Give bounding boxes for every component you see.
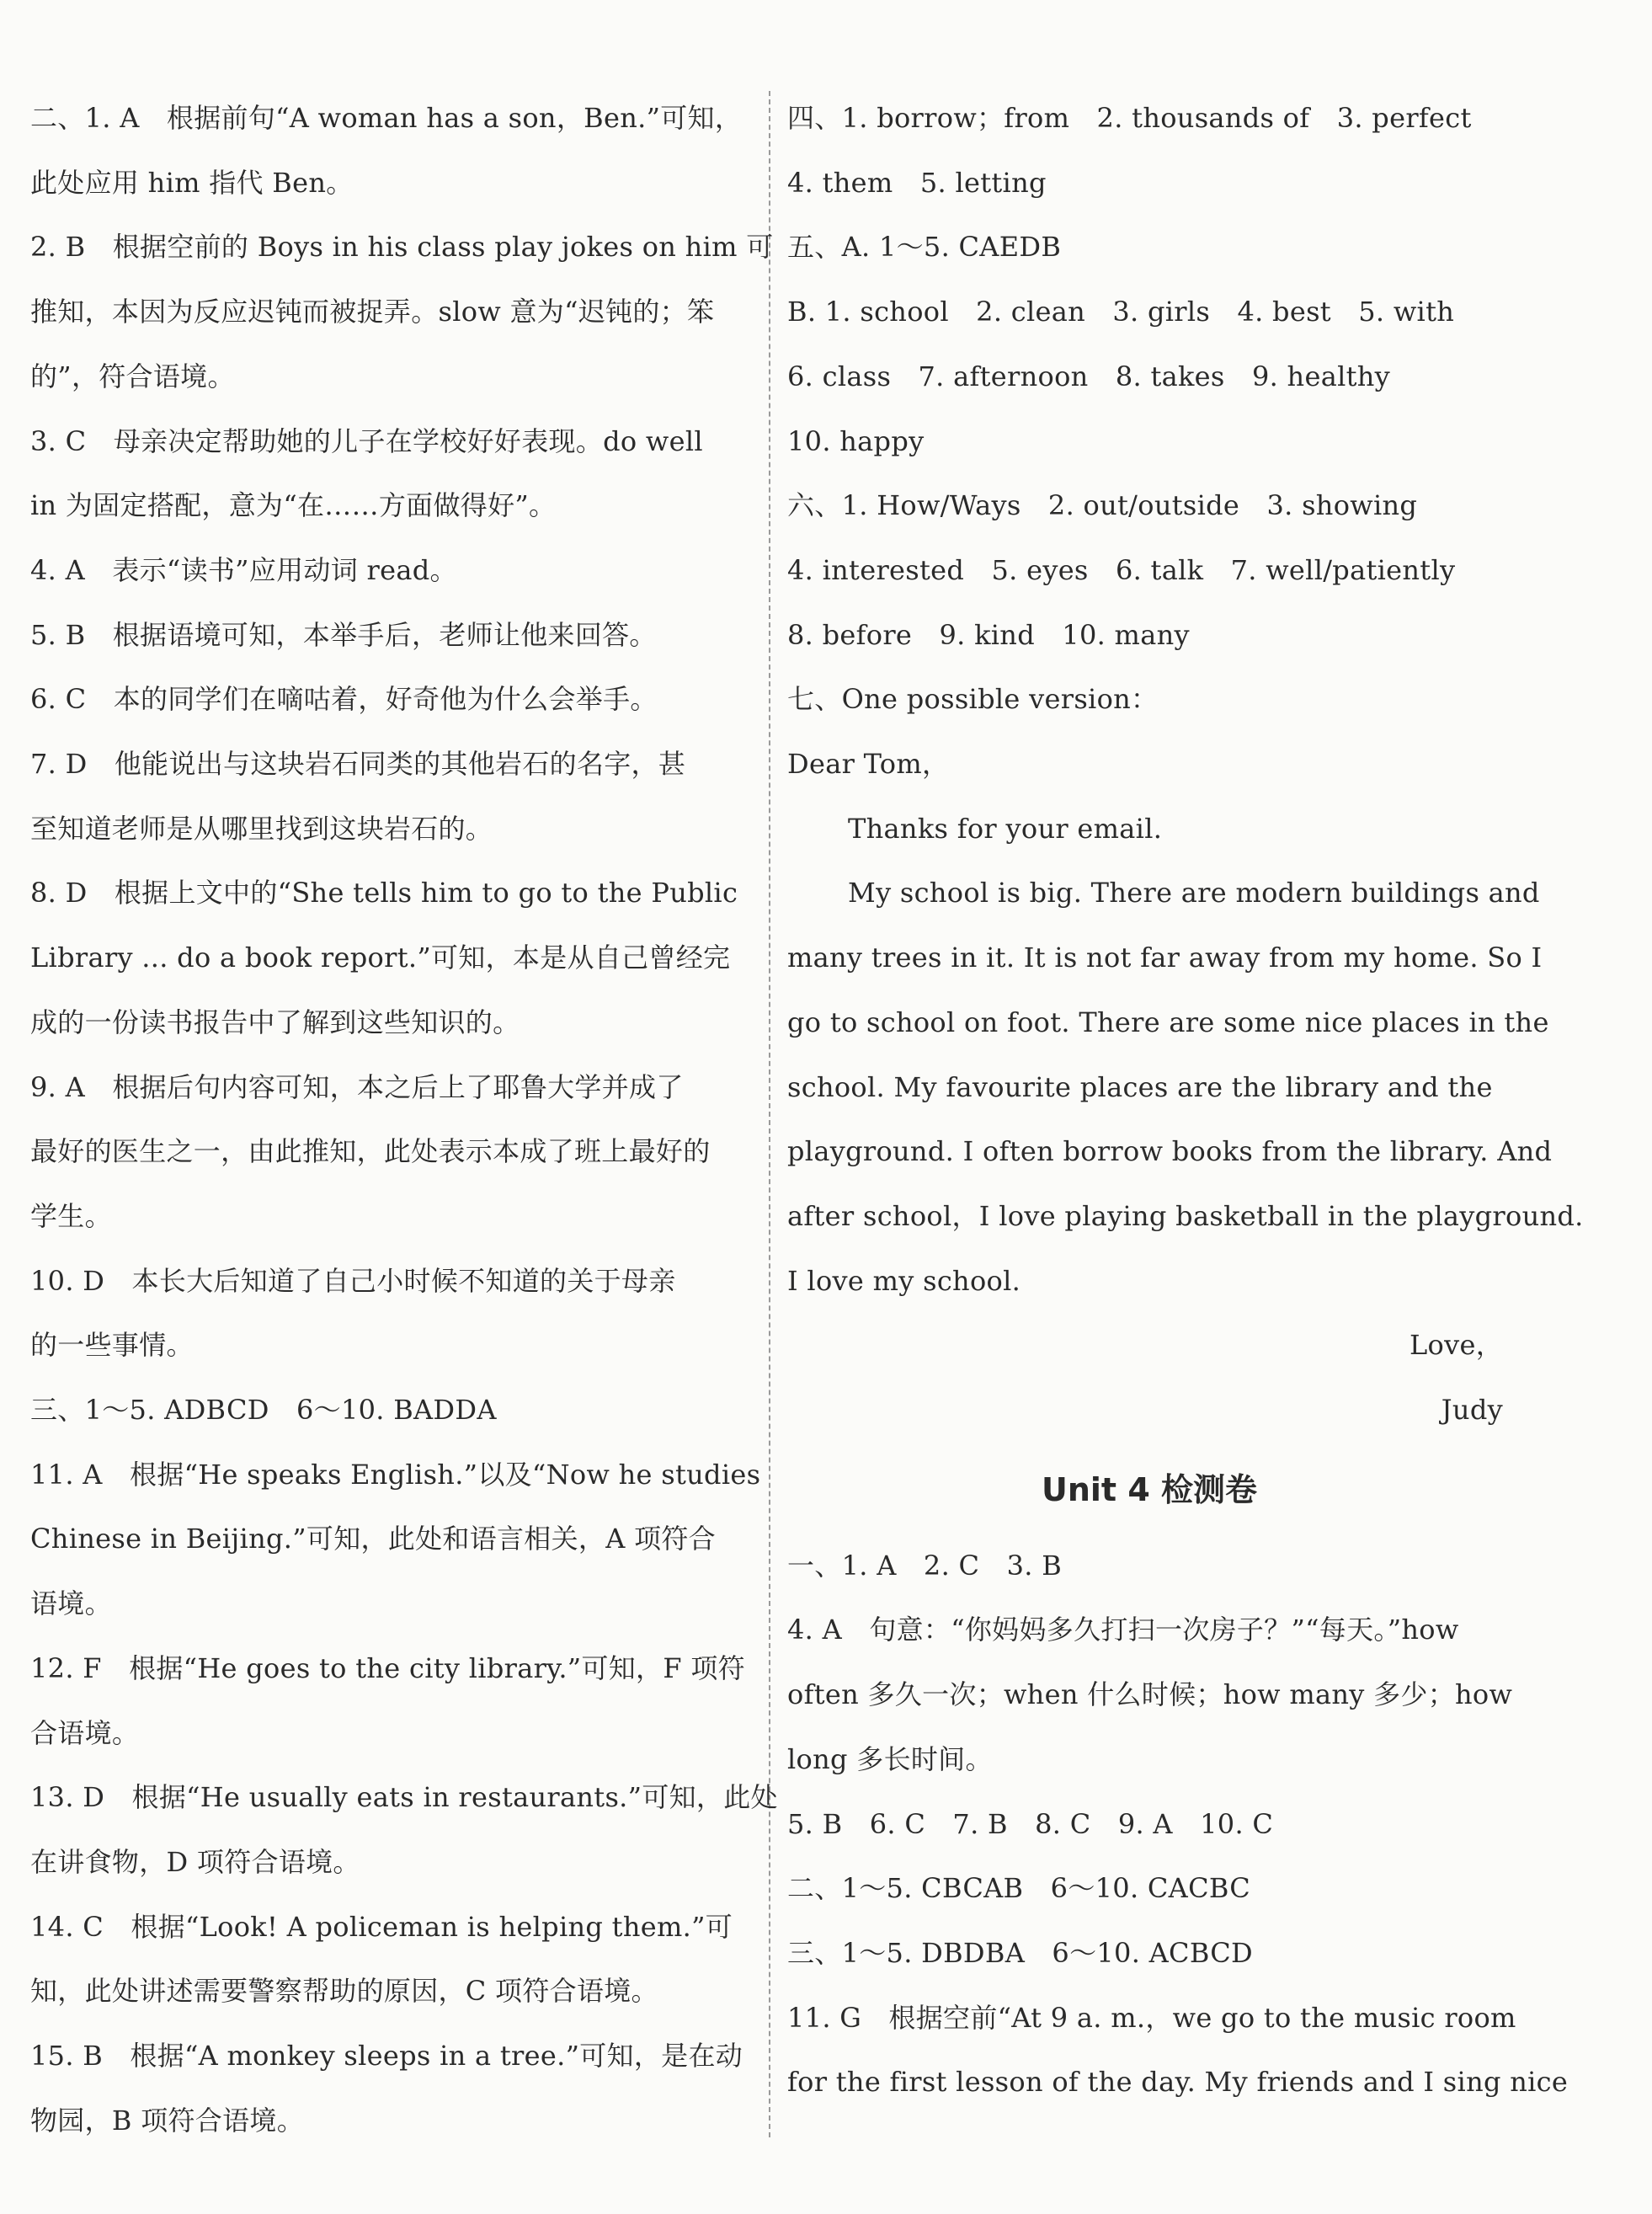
text-line: in 为固定搭配，意为“在……方面做得好”。 [30, 489, 557, 522]
text-line: 二、1. A 根据前句“A woman has a son，Ben.”可知， [30, 102, 743, 134]
text-line: 六、1. How/Ways 2. out/outside 3. showing [787, 489, 1418, 522]
text-line: 在讲食物，D 项符合语境。 [30, 1845, 360, 1878]
letter-closing: Love， [1409, 1329, 1503, 1362]
text-line: 五、A. 1～5. CAEDB [787, 231, 1062, 264]
text-line: 10. happy [787, 424, 925, 457]
text-line: 至知道老师是从哪里找到这块岩石的。 [30, 812, 493, 845]
text-line: 四、1. borrow；from 2. thousands of 3. perfect [787, 102, 1472, 134]
text-line: 8. before 9. kind 10. many [787, 618, 1190, 651]
text-line: 七、One possible version： [787, 683, 1159, 716]
text-line: 9. A 根据后句内容可知，本之后上了耶鲁大学并成了 [30, 1070, 684, 1103]
letter-line: school. My favourite places are the library and the [787, 1070, 1493, 1103]
text-line: 三、1～5. ADBCD 6～10. BADDA [30, 1394, 497, 1427]
text-line: 15. B 根据“A monkey sleeps in a tree.”可知，是在动 [30, 2040, 743, 2073]
text-line: 6. C 本的同学们在嘀咕着，好奇他为什么会举手。 [30, 683, 658, 716]
text-line: 12. F 根据“He goes to the city library.”可知，F 项符 [30, 1651, 745, 1684]
text-line: 学生。 [30, 1199, 112, 1232]
letter-line: many trees in it. It is not far away from my home. So I [787, 942, 1543, 974]
text-line: 推知，本因为反应迟钝而被捉弄。slow 意为“迟钝的；笨 [30, 296, 715, 328]
text-line: 4. interested 5. eyes 6. talk 7. well/patiently [787, 553, 1456, 586]
text-line: Library ... do a book report.”可知，本是从自己曾经完 [30, 942, 731, 974]
text-line: 最好的医生之一，由此推知，此处表示本成了班上最好的 [30, 1135, 711, 1168]
text-line: 二、1～5. CBCAB 6～10. CACBC [787, 1872, 1251, 1905]
text-line: 2. B 根据空前的 Boys in his class play jokes on him 可 [30, 231, 774, 264]
text-line: 7. D 他能说出与这块岩石同类的其他岩石的名字，甚 [30, 748, 686, 781]
text-line: 11. G 根据空前“At 9 a. m.，we go to the music room [787, 2001, 1516, 2034]
text-line: 4. them 5. letting [787, 166, 1047, 199]
left-column [30, 86, 778, 2153]
text-line: 4. A 句意：“你妈妈多久打扫一次房子？”“每天。”how [787, 1614, 1459, 1646]
text-line: 5. B 6. C 7. B 8. C 9. A 10. C [787, 1807, 1274, 1840]
text-line: 8. D 根据上文中的“She tells him to go to the Public [30, 877, 738, 910]
text-line: 知，此处讲述需要警察帮助的原因，C 项符合语境。 [30, 1975, 658, 2008]
text-line: 三、1～5. DBDBA 6～10. ACBCD [787, 1936, 1253, 1969]
text-line: 物园，B 项符合语境。 [30, 2104, 304, 2137]
text-line: for the first lesson of the day. My friends and I sing nice [787, 2066, 1569, 2099]
letter-line: go to school on foot. There are some nice places in the [787, 1006, 1549, 1038]
text-line: 10. D 本长大后知道了自己小时候不知道的关于母亲 [30, 1264, 676, 1297]
text-line: 的一些事情。 [30, 1329, 194, 1362]
text-line: 4. A 表示“读书”应用动词 read。 [30, 553, 457, 586]
text-line: 14. C 根据“Look! A policeman is helping them.”可 [30, 1910, 733, 1943]
text-line: long 多长时间。 [787, 1742, 993, 1775]
text-line: 11. A 根据“He speaks English.”以及“Now he studies [30, 1458, 761, 1491]
unit-title: Unit 4 检测卷 [1042, 1470, 1257, 1508]
text-line: 语境。 [30, 1587, 112, 1620]
text-line: 一、1. A 2. C 3. B [787, 1549, 1063, 1582]
letter-line: Thanks for your email. [848, 812, 1163, 845]
text-line: 的”，符合语境。 [30, 360, 235, 392]
letter-line: My school is big. There are modern buildings and [848, 877, 1540, 910]
text-line: 成的一份读书报告中了解到这些知识的。 [30, 1006, 520, 1038]
text-line: Chinese in Beijing.”可知，此处和语言相关，A 项符合 [30, 1523, 716, 1555]
text-line: 合语境。 [30, 1716, 140, 1749]
letter-line: playground. I often borrow books from the library. And [787, 1135, 1553, 1168]
text-line: B. 1. school 2. clean 3. girls 4. best 5. with [787, 296, 1455, 328]
text-line: often 多久一次；when 什么时候；how many 多少；how [787, 1678, 1513, 1711]
text-line: 13. D 根据“He usually eats in restaurants.”可知，此处 [30, 1781, 778, 1814]
column-divider [769, 91, 770, 2137]
letter-line: I love my school. [787, 1264, 1021, 1297]
letter-greeting: Dear Tom， [787, 748, 950, 781]
text-line: 3. C 母亲决定帮助她的儿子在学校好好表现。do well [30, 424, 703, 457]
letter-line: after school，I love playing basketball in the playground. [787, 1199, 1584, 1232]
text-line: 5. B 根据语境可知，本举手后，老师让他来回答。 [30, 618, 657, 651]
letter-signature: Judy [1441, 1394, 1503, 1427]
text-line: 此处应用 him 指代 Ben。 [30, 166, 354, 199]
right-column [787, 86, 1584, 2115]
text-line: 6. class 7. afternoon 8. takes 9. healthy [787, 360, 1391, 392]
